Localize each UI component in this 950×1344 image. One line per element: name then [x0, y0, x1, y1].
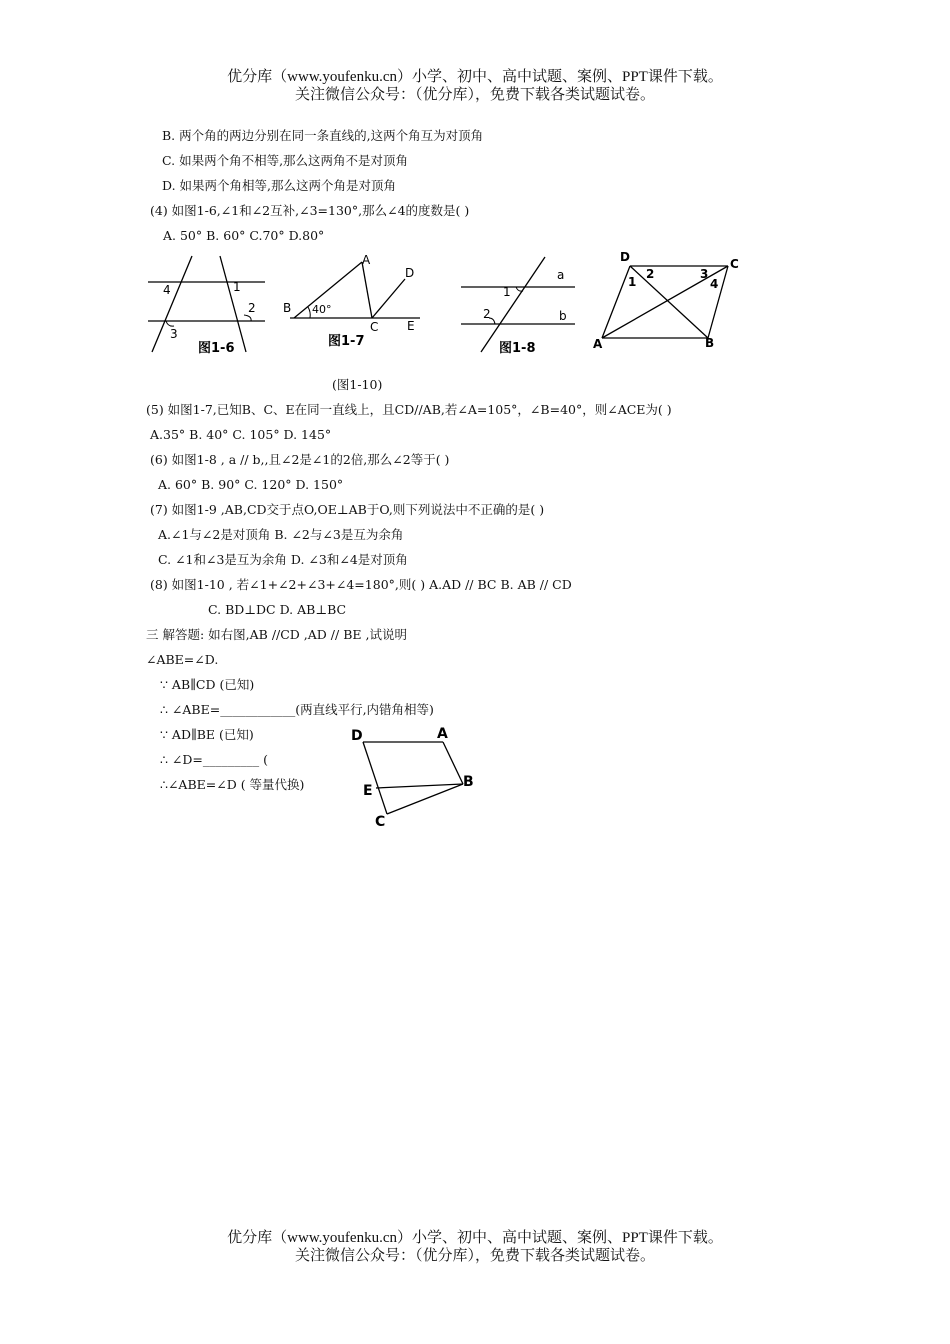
fig7-label-e: E: [407, 319, 415, 333]
q4-options: A. 50° B. 60° C.70° D.80°: [163, 228, 325, 243]
q3-option-c: C. 如果两个角不相等,那么这两角不是对顶角: [162, 153, 409, 168]
q4-stem: (4) 如图1-6,∠1和∠2互补,∠3=130°,那么∠4的度数是( ): [150, 203, 470, 218]
figure-1-6: [140, 252, 270, 357]
proof-figure: [345, 722, 485, 832]
fig7-label-d: D: [405, 266, 415, 280]
q8-stem: (8) 如图1-10 , 若∠1+∠2+∠3+∠4=180°,则( ) A.AD // BC B. AB // CD: [150, 577, 572, 592]
page-header: [0, 68, 950, 104]
section3-goal: ∠ABE=∠D.: [146, 652, 219, 667]
fig10-label-1: 1: [628, 275, 637, 289]
proof-label-b: B: [463, 774, 474, 790]
proof-label-e: E: [363, 783, 373, 799]
fig7-label-a: A: [362, 253, 371, 267]
fig6-caption: 图1-6: [198, 341, 235, 356]
fig8-label-a: a: [557, 268, 565, 282]
fig10-label-d: D: [620, 250, 630, 264]
fig7-label-c: C: [370, 320, 379, 334]
footer-line-2: 关注微信公众号：（优分库），免费下载各类试题试卷。: [294, 1248, 655, 1264]
q5-stem: (5) 如图1-7,已知B、C、E在同一直线上，且CD//AB,若∠A=105°，∠B=40°，则∠ACE为( ): [146, 402, 672, 417]
fig6-label-4: 4: [163, 283, 171, 297]
q3-option-d: D. 如果两个角相等,那么这两个角是对顶角: [162, 178, 396, 193]
fig7-label-angle: 40°: [312, 303, 332, 316]
section3-title: 三 解答题: 如右图,AB //CD ,AD // BE ,试说明: [146, 627, 407, 642]
proof-label-d: D: [351, 728, 363, 744]
fig10-label-b: B: [705, 336, 715, 350]
page-footer: [0, 1229, 950, 1265]
q3-option-b: B. 两个角的两边分别在同一条直线的,这两个角互为对顶角: [162, 128, 484, 143]
figure-1-7: [280, 252, 430, 352]
q6-stem: (6) 如图1-8 , a // b,,且∠2是∠1的2倍,那么∠2等于( ): [150, 452, 450, 467]
q7-options-2: C. ∠1和∠3是互为余角 D. ∠3和∠4是对顶角: [158, 552, 408, 567]
q7-stem: (7) 如图1-9 ,AB,CD交于点O,OE⊥AB于O,则下列说法中不正确的是( ): [150, 502, 545, 517]
footer-line-1: 优分库（www.youfenku.cn）小学、初中、高中试题、案例、PPT课件下载。: [227, 1230, 723, 1246]
figure-1-8: [455, 252, 585, 357]
fig7-caption: 图1-7: [328, 334, 365, 349]
fig10-label-2: 2: [646, 267, 655, 281]
fig10-label-3: 3: [700, 267, 709, 281]
proof-label-c: C: [375, 814, 386, 830]
q8-options-2: C. BD⊥DC D. AB⊥BC: [208, 602, 347, 617]
proof-step-4: ∴ ∠D=_________ (: [160, 752, 268, 767]
fig8-caption: 图1-8: [499, 341, 536, 356]
q6-options: A. 60° B. 90° C. 120° D. 150°: [158, 477, 344, 492]
fig10-label-4: 4: [710, 277, 719, 291]
fig6-label-2: 2: [248, 301, 256, 315]
q7-options-1: A.∠1与∠2是对顶角 B. ∠2与∠3是互为余角: [158, 527, 404, 542]
fig6-label-1: 1: [233, 280, 241, 294]
proof-step-3: ∵ AD∥BE (已知): [160, 727, 254, 742]
fig10-caption: (图1-10): [332, 377, 383, 392]
proof-step-2: ∴ ∠ABE=____________(两直线平行,内错角相等): [160, 702, 434, 717]
q5-options: A.35° B. 40° C. 105° D. 145°: [150, 427, 332, 442]
fig8-label-1: 1: [503, 285, 511, 299]
fig6-label-3: 3: [170, 327, 178, 341]
fig8-label-2: 2: [483, 307, 491, 321]
fig8-label-b: b: [559, 309, 567, 323]
proof-step-1: ∵ AB∥CD (已知): [160, 677, 255, 692]
header-line-1: 优分库（www.youfenku.cn）小学、初中、高中试题、案例、PPT课件下载。: [227, 69, 723, 85]
fig10-label-a: A: [593, 337, 603, 351]
header-line-2: 关注微信公众号：（优分库），免费下载各类试题试卷。: [294, 87, 655, 103]
fig10-label-c: C: [730, 257, 739, 271]
proof-step-5: ∴∠ABE=∠D ( 等量代换): [160, 777, 305, 792]
fig7-label-b: B: [283, 301, 292, 315]
figure-1-10: [590, 248, 750, 353]
proof-label-a: A: [437, 726, 448, 742]
